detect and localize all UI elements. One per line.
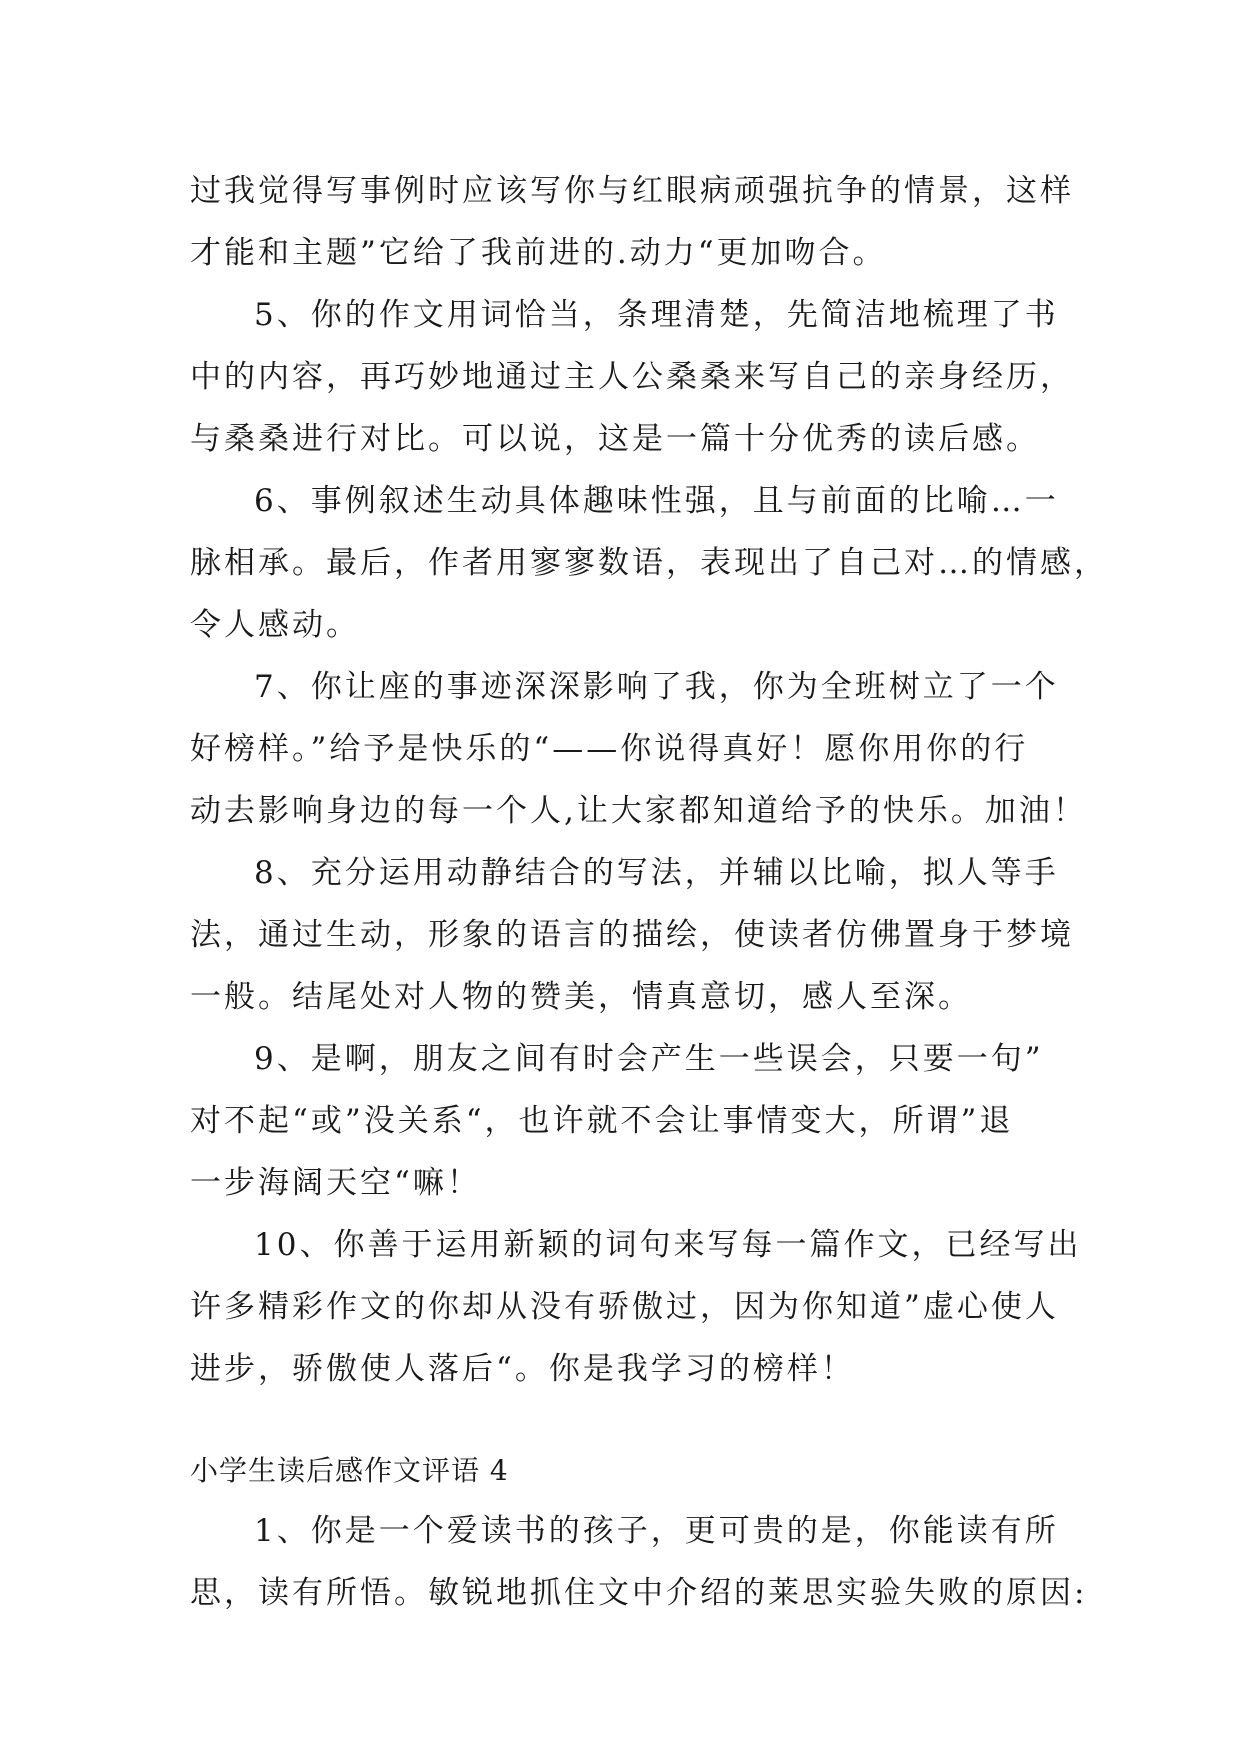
text-line: 中的内容，再巧妙地通过主人公桑桑来写自己的亲身经历， xyxy=(190,359,1074,395)
comment-item-7 xyxy=(190,656,1087,842)
text-line: 与桑桑进行对比。可以说，这是一篇十分优秀的读后感。 xyxy=(190,421,1040,457)
text-line: 法，通过生动，形象的语言的描绘，使读者仿佛置身于梦境 xyxy=(190,917,1074,953)
comment-item-1 xyxy=(190,1500,1088,1624)
section-heading: 小学生读后感作文评语 4 xyxy=(190,1454,509,1487)
text-line: 动去影响身边的每一个人,让大家都知道给予的快乐。加油！ xyxy=(190,793,1087,829)
text-line: 令人感动。 xyxy=(190,607,360,643)
text-line: 过我觉得写事例时应该写你与红眼病顽强抗争的情景，这样 xyxy=(190,173,1074,209)
document-page xyxy=(190,160,1108,1624)
text-line: 思，读有所悟。敏锐地抓住文中介绍的莱思实验失败的原因: xyxy=(190,1575,1088,1611)
text-line: 一步海阔天空“嘛！ xyxy=(190,1165,481,1201)
text-line: 8、充分运用动静结合的写法，并辅以比喻，拟人等手 xyxy=(254,855,1059,891)
text-line: 许多精彩作文的你却从没有骄傲过，因为你知道”虚心使人 xyxy=(190,1289,1059,1325)
comment-item-8 xyxy=(190,842,1074,1028)
text-line: 7、你让座的事迹深深影响了我，你为全班树立了一个 xyxy=(254,669,1059,705)
text-line: 1、你是一个爱读书的孩子，更可贵的是，你能读有所 xyxy=(254,1513,1059,1549)
text-line: 5、你的作文用词恰当，条理清楚，先简洁地梳理了书 xyxy=(254,297,1059,333)
text-line: 进步，骄傲使人落后“。你是我学习的榜样！ xyxy=(190,1351,855,1387)
text-line: 对不起“或”没关系“，也许就不会让事情变大，所谓”退 xyxy=(190,1103,1014,1139)
comment-item-10 xyxy=(190,1214,1082,1400)
text-line: 6、事例叙述生动具体趣味性强，且与前面的比喻…一 xyxy=(254,483,1059,519)
text-line: 9、是啊，朋友之间有时会产生一些误会，只要一句” xyxy=(254,1041,1044,1077)
section-spacer xyxy=(190,1400,1060,1442)
text-line: 脉相承。最后，作者用寥寥数语，表现出了自己对…的情感， xyxy=(190,545,1108,581)
text-line: 才能和主题”它给了我前进的.动力“更加吻合。 xyxy=(190,235,887,271)
comment-item-5 xyxy=(190,284,1074,470)
text-line: 好榜样。”给予是快乐的“——你说得真好！愿你用你的行 xyxy=(190,731,1029,767)
text-line: 一般。结尾处对人物的赞美，情真意切，感人至深。 xyxy=(190,979,972,1015)
comment-item-9 xyxy=(190,1028,1060,1214)
comment-item-6 xyxy=(190,470,1108,656)
continued-paragraph xyxy=(190,160,1074,284)
text-line: 10、你善于运用新颖的词句来写每一篇作文，已经写出 xyxy=(254,1227,1082,1263)
